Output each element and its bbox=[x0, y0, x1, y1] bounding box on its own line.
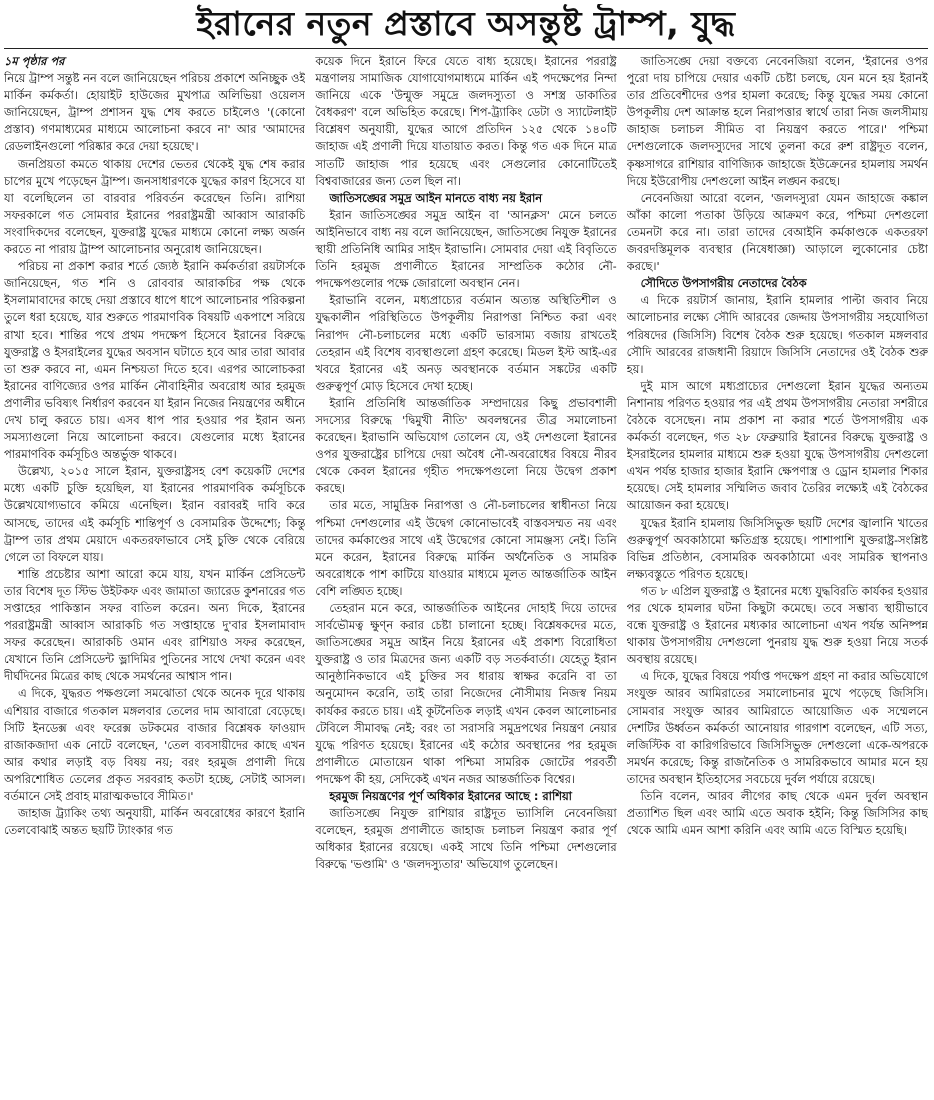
paragraph: ইরান জাতিসঙ্ঘের সমুদ্র আইন বা 'আনক্লস' মেনে চলতে আইনিভাবে বাধ্য নয় বলে জানিয়েছেন, জাতিসঙ্ঘে নিযুক্ত ইরানের স্থায়ী প্রতিনিধি আমির সাইদ ইরাভানি। সোমবার দেয়া এই বিবৃতিতে তিনি হরমুজ প্রণালীতে ইরানের সাম্প্রতিক কঠোর নৌ-পদক্ষেপগুলোর পক্ষে জোরালো অবস্থান নেন। bbox=[315, 207, 617, 291]
paragraph: তিনি বলেন, আরব লীগের কাছ থেকে এমন দুর্বল অবস্থান প্রত্যাশিত ছিল এবং আমি এতে অবাক হইনি; কিন্তু জিসিসির কাছ থেকে আমি এমন আশা করিনি এবং আমি এতে বিস্মিত হয়েছি। bbox=[626, 789, 928, 838]
paragraph: ইরানি প্রতিনিধি আন্তর্জাতিক সম্প্রদায়ের কিছু প্রভাবশালী সদস্যের বিরুদ্ধে 'দ্বিমুখী নীতি' অবলম্বনের তীব্র সমালোচনা করেছেন। ইরাভানি অভিযোগ তোলেন যে, ওই দেশগুলো ইরানের ওপর যুক্তরাষ্ট্রের চাপিয়ে দেয়া অবৈধ নৌ-অবরোধের বিষয়ে নীরব থেকে কেবল ইরানের গৃহীত পদক্ষেপগুলো নিয়ে উদ্বেগ প্রকাশ করছে। bbox=[315, 395, 617, 496]
paragraph: জাতিসঙ্ঘে নিযুক্ত রাশিয়ার রাষ্ট্রদূত ভ্যাসিলি নেবেনজিয়া বলেছেন, হরমুজ প্রণালীতে জাহাজ চলাচল নিয়ন্ত্রণ করার পূর্ণ অধিকার ইরানের রয়েছে। একই সাথে তিনি পশ্চিমা দেশগুলোর বিরুদ্ধে 'ভণ্ডামি' ও 'জলদস্যুতার' অভিযোগ তুলেছেন। bbox=[315, 806, 617, 872]
paragraph: তার মতে, সামুদ্রিক নিরাপত্তা ও নৌ-চলাচলের স্বাধীনতা নিয়ে পশ্চিমা দেশগুলোর এই উদ্বেগ কোনোভাবেই বাস্তবসম্মত নয় এবং তাদের কর্মকাণ্ডের সাথে এই উদ্বেগের কোনো সামঞ্জস্য নেই। তিনি মনে করেন, ইরানের বিরুদ্ধে মার্কিন অর্থনৈতিক ও সামরিক অবরোধকে পাশ কাটিয়ে যাওয়ার মাধ্যমে মূলত আন্তর্জাতিক আইন বেশি লঙ্ঘিত হচ্ছে। bbox=[315, 498, 617, 598]
paragraph: দুই মাস আগে মধ্যপ্রাচ্যের দেশগুলো ইরান যুদ্ধের অন্যতম নিশানায় পরিণত হওয়ার পর এই প্রথম উপসাগরীয় নেতারা সশরীরে বৈঠকে বসেছেন। নাম প্রকাশ না করার শর্তে উপসাগরীয় এক কর্মকর্তা বলেছেন, গত ২৮ ফেব্রুয়ারি ইরানের বিরুদ্ধে যুক্তরাষ্ট্র ও ইসরাইলের হামলার মাধ্যমে শুরু হওয়া যুদ্ধে উপসাগরীয় দেশগুলো এখন পর্যন্ত হাজার হাজার ইরানি ক্ষেপণাস্ত্র ও ড্রোন হামলার শিকার হয়েছে। সেই হামলার সম্মিলিত জবাব তৈরির লক্ষ্যেই এই বৈঠকের আয়োজন করা হয়েছে। bbox=[626, 378, 928, 513]
paragraph: ইরাভানি বলেন, মধ্যপ্রাচ্যের বর্তমান অত্যন্ত অস্থিতিশীল ও যুদ্ধকালীন পরিস্থিতিতে উপকূলীয় নিরাপত্তা নিশ্চিত করা এবং নিরাপদ নৌ-চলাচলের মধ্যে একটি ভারসাম্য বজায় রাখতেই তেহরান এই বিশেষ ব্যবস্থাগুলো গ্রহণ করেছে। মিডল ইস্ট আই-এর খবরে ইরানের এই অনড় অবস্থানকে বর্তমান সঙ্কটের একটি গুরুত্বপূর্ণ মোড় হিসেবে দেখা হচ্ছে। bbox=[315, 293, 617, 393]
subheading: সৌদিতে উপসাগরীয় নেতাদের বৈঠক bbox=[640, 276, 807, 291]
column-3 bbox=[627, 53, 928, 1095]
paragraph: জাতিসঙ্ঘে দেয়া বক্তব্যে নেবেনজিয়া বলেন, 'ইরানের ওপর পুরো দায় চাপিয়ে দেয়ার একটি চেষ্টা চলছে, যেন মনে হয় ইরানই তার প্রতিবেশীদের ওপর হামলা করেছে; কিন্তু যুদ্ধের সময় কোনো উপকূলীয় দেশ আক্রান্ত হলে নিরাপত্তার স্বার্থে তারা নিজ জলসীমায় জাহাজ চলাচল সীমিত বা নিয়ন্ত্রণ করতে পারে।' পশ্চিমা দেশগুলোকে জলদস্যুদের সাথে তুলনা করে রুশ রাষ্ট্রদূত বলেন, কৃষ্ণসাগরে রাশিয়ার বাণিজ্যিক জাহাজে ইউক্রেনের হামলায় সমর্থন দিয়ে ইউরোপীয় দেশগুলো আইন লঙ্ঘন করছে। bbox=[626, 54, 928, 188]
paragraph: নিয়ে ট্রাম্প সন্তুষ্ট নন বলে জানিয়েছেন পরিচয় প্রকাশে অনিচ্ছুক ওই মার্কিন কর্মকর্তা। হোয়াইট হাউজের মুখপাত্র অলিভিয়া ওয়েলস জানিয়েছেন, ট্রাম্প প্রশাসন যুদ্ধ শেষ করতে চাইলেও '(কোনো প্রস্তাব) গণমাধ্যমের মাধ্যমে আলোচনা করবে না' আর 'আমাদের রেডলাইনগুলো পরিষ্কার করে দেয়া হয়েছে'। bbox=[4, 71, 306, 154]
headline-rule bbox=[4, 48, 928, 49]
paragraph: শান্তি প্রচেষ্টার আশা আরো কমে যায়, যখন মার্কিন প্রেসিডেন্ট তার বিশেষ দূত স্টিভ উইটকফ এবং জামাতা জ্যারেড কুশনারের গত সপ্তাহের পাকিস্তান সফর বাতিল করেন। অন্য দিকে, ইরানের পররাষ্ট্রমন্ত্রী আব্বাস আরাকচি গত সপ্তাহান্তে দু'বার ইসলামাবাদ সফর করেছেন। আরাকচি ওমান এবং রাশিয়াও সফর করেছেন, যেখানে তিনি প্রেসিডেন্ট ভ্লাদিমির পুতিনের সাথে দেখা করেন এবং দীর্ঘদিনের মিত্রের কাছ থেকে সমর্থনের আশ্বাস পান। bbox=[4, 566, 306, 684]
headline: ইরানের নতুন প্রস্তাবে অসন্তুষ্ট ট্রাম্প, যুদ্ধ bbox=[196, 4, 736, 43]
column-1 bbox=[4, 53, 305, 1095]
article-columns bbox=[4, 53, 928, 1095]
column-2 bbox=[315, 53, 616, 1095]
paragraph: এ দিকে, যুদ্ধরত পক্ষগুলো সমঝোতা থেকে অনেক দূরে থাকায় এশিয়ার বাজারে গতকাল মঙ্গলবার তেলের দাম আবারো বেড়েছে। সিটি ইনডেক্স এবং ফরেক্স ডটকমের বাজার বিশ্লেষক ফাওয়াদ রাজাকজাদা এক নোটে বলেছেন, 'তেল ব্যবসায়ীদের কাছে এখন আর কথার লড়াই বড় বিষয় নয়; বরং হরমুজ প্রণালী দিয়ে অপরিশোধিত তেলের প্রকৃত সরবরাহ কতটা হচ্ছে, সেটাই আসল। বর্তমানে সেই প্রবাহ মারাত্মকভাবে সীমিত।' bbox=[4, 686, 306, 804]
paragraph: এ দিকে রয়টার্স জানায়, ইরানি হামলার পাল্টা জবাব নিয়ে আলোচনার লক্ষ্যে সৌদি আরবের জেদ্দায় উপসাগরীয় সহযোগিতা পরিষদের (জিসিসি) বিশেষ বৈঠক শুরু হয়েছে। গতকাল মঙ্গলবার সৌদি আরবের রাজধানী রিয়াদে জিসিসি নেতাদের ওই বৈঠক শুরু হয়। bbox=[626, 293, 928, 376]
subheading: হরমুজ নিয়ন্ত্রণের পূর্ণ অধিকার ইরানের আছে : রাশিয়া bbox=[329, 789, 572, 804]
paragraph: জাহাজ ট্র্যাকিং তথ্য অনুযায়ী, মার্কিন অবরোধের কারণে ইরানি তেলবোঝাই অন্তত ছয়টি ট্যাংকার গত bbox=[4, 806, 306, 838]
paragraph: জনপ্রিয়তা কমতে থাকায় দেশের ভেতর থেকেই যুদ্ধ শেষ করার চাপের মুখে পড়েছেন ট্রাম্প। জনসাধারণকে যুদ্ধের কারণ হিসেবে যা যা বলেছিলেন তা বারবার পরিবর্তন করেছেন তিনি। রাশিয়া সফরকালে গত সোমবার ইরানের পররাষ্ট্রমন্ত্রী আব্বাস আরাকচি সংবাদিকদের বলেছেন, যুক্তরাষ্ট্র যুদ্ধের মাধ্যমে কোনো লক্ষ্য অর্জন করতে না পারায় ট্রাম্প আলোচনার অনুরোধ জানিয়েছেন। bbox=[4, 156, 306, 257]
paragraph: গত ৮ এপ্রিল যুক্তরাষ্ট্র ও ইরানের মধ্যে যুদ্ধবিরতি কার্যকর হওয়ার পর থেকে হামলার ঘটনা কিছুটা কমেছে। তবে সম্ভাব্য স্থায়ীভাবে বন্ধে যুক্তরাষ্ট্র ও ইরানের মধ্যকার আলোচনা এখন পর্যন্ত অনিষ্পন্ন থাকায় উপসাগরীয় দেশগুলো পুনরায় যুদ্ধ শুরু হওয়া নিয়ে সতর্ক অবস্থায় রয়েছে। bbox=[626, 583, 928, 667]
paragraph: তেহরান মনে করে, আন্তর্জাতিক আইনের দোহাই দিয়ে তাদের সার্বভৌমত্ব ক্ষুণ্ন করার চেষ্টা চালানো হচ্ছে। বিশ্লেষকদের মতে, জাতিসঙ্ঘের সমুদ্র আইন নিয়ে ইরানের এই প্রকাশ্য বিরোধিতা যুক্তরাষ্ট্র ও তার মিত্রদের জন্য একটি বড় সতর্কবার্তা। যেহেতু ইরান আনুষ্ঠানিকভাবে এই চুক্তির সব ধারায় স্বাক্ষর করেনি বা তা অনুমোদন করেনি, তাই তারা নিজেদের নৌসীমায় নিজস্ব নিয়ম কার্যকর করতে চায়। এই কূটনৈতিক লড়াই এখন কেবল আলোচনার টেবিলে সীমাবদ্ধ নেই; বরং তা সরাসরি সমুদ্রপথের নিয়ন্ত্রণ নেয়ার যুদ্ধে পরিণত হয়েছে। ইরানের এই কঠোর অবস্থানের পর হরমুজ প্রণালীতে মোতায়েন থাকা পশ্চিমা সামরিক জোটের পরবর্তী পদক্ষেপ কী হয়, সেদিকেই এখন নজর আন্তর্জাতিক বিশ্বের। bbox=[315, 601, 617, 786]
subheading: জাতিসঙ্ঘের সমুদ্র আইন মানতে বাধ্য নয় ইরান bbox=[329, 190, 543, 205]
paragraph: নেবেনজিয়া আরো বলেন, 'জলদস্যুরা যেমন জাহাজে কঙ্কাল আঁকা কালো পতাকা উড়িয়ে আক্রমণ করে, পশ্চিমা দেশগুলো তেমনটা করে না। তারা তাদের বেআইনি কর্মকাণ্ডকে একতরফা জবরদস্তিমূলক ব্যবস্থার (নিষেধাজ্ঞা) আড়ালে লুকোনোর চেষ্টা করছে।' bbox=[626, 190, 928, 274]
continued-label: ১ম পৃষ্ঠার পর bbox=[4, 54, 65, 68]
paragraph: উল্লেখ্য, ২০১৫ সালে ইরান, যুক্তরাষ্ট্রসহ বেশ কয়েকটি দেশের মধ্যে একটি চুক্তি হয়েছিল, যা ইরানের পারমাণবিক কর্মসূচিকে উল্লেখযোগ্যভাবে কমিয়ে এনেছিল। ইরান বরাবরই দাবি করে আসছে, তাদের এই কর্মসূচি শান্তিপূর্ণ ও বেসামরিক উদ্দেশ্যে; কিন্তু ট্রাম্প তার প্রথম মেয়াদে একতরফাভাবে সেই চুক্তি থেকে বেরিয়ে গেলে তা বিফলে যায়। bbox=[4, 464, 306, 564]
paragraph: পরিচয় না প্রকাশ করার শর্তে জ্যেষ্ঠ ইরানি কর্মকর্তারা রয়টার্সকে জানিয়েছেন, গত শনি ও রোববার আরাকচির পক্ষ থেকে ইসলামাবাদের কাছে দেয়া প্রস্তাবে ধাপে ধাপে আলোচনার পরিকল্পনা তুলে ধরা হয়েছে, যার শুরুতে পারমাণবিক বিষয়টি একপাশে সরিয়ে রাখা হবে। শান্তির পথে প্রথম পদক্ষেপ হিসেবে ইরানের বিরুদ্ধে যুক্তরাষ্ট্র ও ইসরাইলের যুদ্ধের অবসান ঘটাতে হবে আর তারা আবার তা শুরু করবে না, এমন নিশ্চয়তা দিতে হবে। এরপর আলোচকরা ইরানের বাণিজ্যের ওপর মার্কিন নৌবাহিনীর অবরোধ আর হরমুজ প্রণালীর ভবিষ্যৎ নির্ধারণ করবেন যা ইরান নিজের নিয়ন্ত্রণের অধীনে দেখ চালু করতে চায়। এসব ধাপ পার হওয়ার পর ইরান অন্য সমস্যাগুলো নিয়ে আলোচনা করবে। যেগুলোর মধ্যে ইরানের পারমাণবিক কর্মসূচিও অন্তর্ভুক্ত থাকবে। bbox=[4, 259, 306, 462]
paragraph: যুদ্ধের ইরানি হামলায় জিসিসিভুক্ত ছয়টি দেশের জ্বালানি খাতের গুরুত্বপূর্ণ অবকাঠামো ক্ষতিগ্রস্ত হয়েছে। পাশাপাশি যুক্তরাষ্ট্র-সংশ্লিষ্ট বিভিন্ন প্রতিষ্ঠান, বেসামরিক অবকাঠামো এবং সামরিক স্থাপনাও লক্ষ্যবস্তুতে পরিণত হয়েছে। bbox=[626, 515, 928, 581]
paragraph: কয়েক দিনে ইরানে ফিরে যেতে বাধ্য হয়েছে। ইরানের পররাষ্ট্র মন্ত্রণালয় সামাজিক যোগাযোগমাধ্যমে মার্কিন এই পদক্ষেপের নিন্দা জানিয়ে একে 'উন্মুক্ত সমুদ্রে জলদস্যুতা ও সশস্ত্র ডাকাতির বৈধকরণ' বলে অভিহিত করেছে। শিপ-ট্র্যাকিং ডেটা ও স্যাটেলাইট বিশ্লেষণ অনুযায়ী, যুদ্ধের আগে প্রতিদিন ১২৫ থেকে ১৪০টি জাহাজ এই প্রণালী দিয়ে যাতায়াত করত। কিন্তু গত এক দিনে মাত্র সাতটি জাহাজ পার হয়েছে এবং সেগুলোর কোনোটিতেই বিশ্ববাজারের জন্য তেল ছিল না। bbox=[315, 54, 617, 188]
paragraph: এ দিকে, যুদ্ধের বিষয়ে পর্যাপ্ত পদক্ষেপ গ্রহণ না করার অভিযোগে সংযুক্ত আরব আমিরাতের সমালোচনার মুখে পড়েছে জিসিসি। সোমবার সংযুক্ত আরব আমিরাতে আয়োজিত এক সম্মেলনে দেশটির উর্ধ্বতন কর্মকর্তা আনোয়ার গারগাশ বলেছেন, এটি সত্য, লজিস্টিক বা কারিগরিভাবে জিসিসিভুক্ত দেশগুলো একে-অপরকে সমর্থন করেছে; কিন্তু রাজনৈতিক ও সামরিকভাবে আমার মনে হয় তাদের অবস্থান ইতিহাসের সবচেয়ে দুর্বল পর্যায়ে রয়েছে। bbox=[626, 669, 928, 786]
